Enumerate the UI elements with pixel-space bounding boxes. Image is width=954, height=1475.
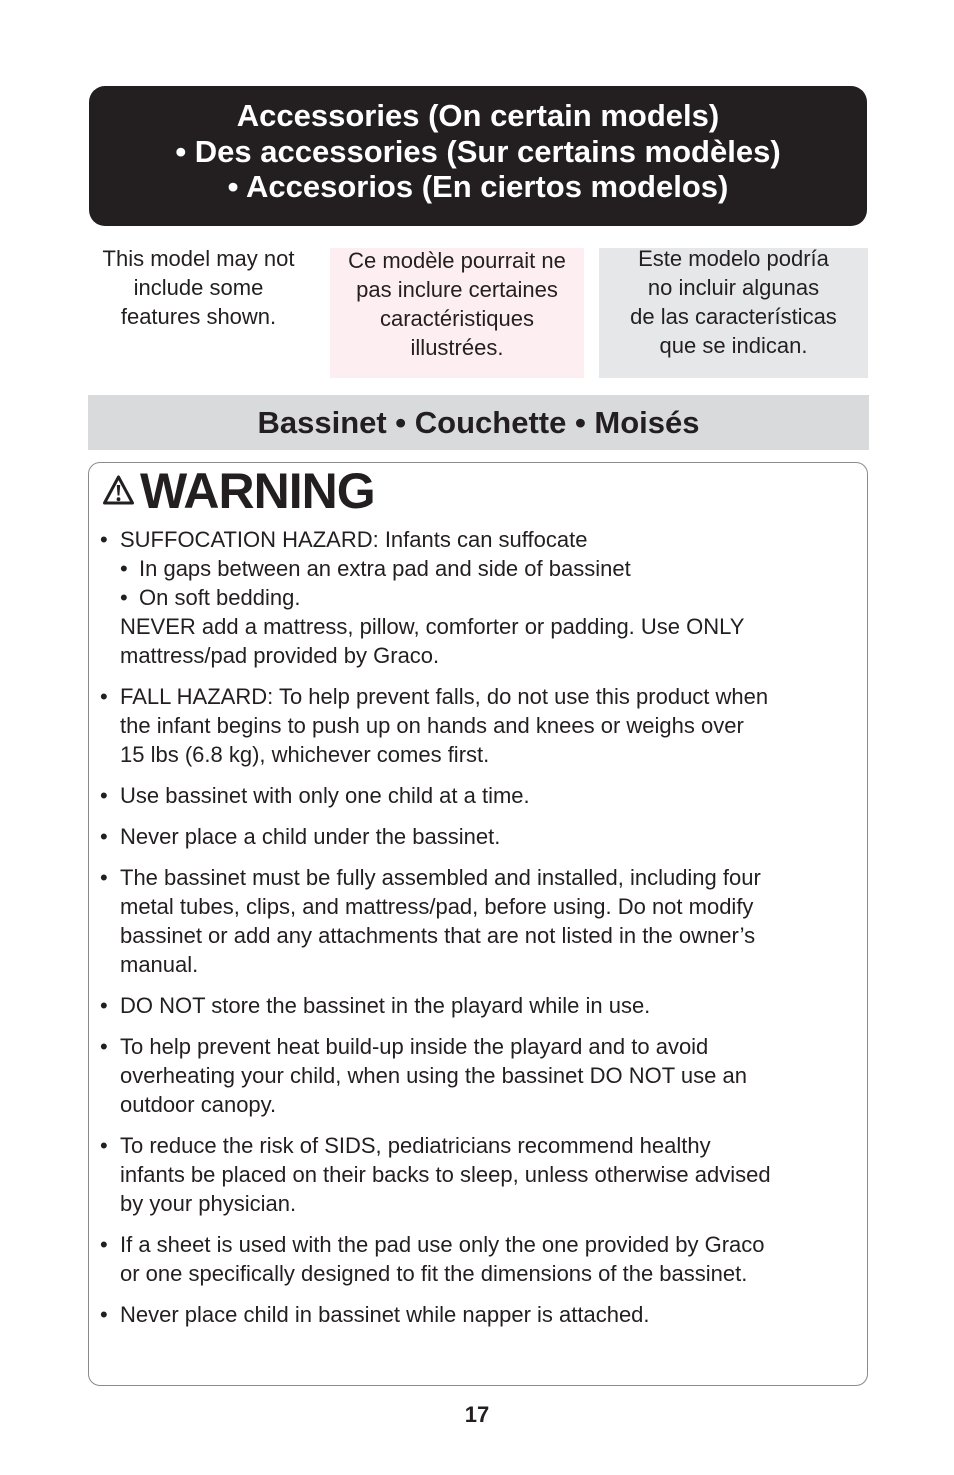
warning-text-line: by your physician.: [120, 1191, 297, 1216]
warning-subitem: [120, 583, 867, 612]
note-line: include some: [133, 275, 264, 300]
page-number: 17: [464, 1402, 490, 1427]
warning-text-line: The bassinet must be fully assembled and installed, including four: [120, 865, 761, 890]
warning-subitem: [120, 554, 867, 583]
warning-text-line: metal tubes, clips, and mattress/pad, before using. Do not modify: [120, 894, 754, 919]
bullet: •: [100, 865, 108, 890]
bullet: •: [100, 1034, 108, 1059]
bullet: •: [100, 684, 108, 709]
note-line: no incluir algunas: [647, 275, 820, 300]
warning-triangle-icon: [103, 475, 134, 505]
warning-item-suffocation: [89, 525, 867, 670]
warning-text-line: overheating your child, when using the bassinet DO NOT use an: [120, 1063, 747, 1088]
warning-item-sheet: [89, 1230, 867, 1288]
note-line: caractéristiques: [379, 306, 535, 331]
bullet: •: [100, 527, 108, 552]
warning-text-line: NEVER add a mattress, pillow, comforter or padding. Use ONLY: [120, 614, 745, 639]
header-line-fr: • Des accessories (Sur certains modèles): [175, 133, 781, 169]
note-english: [89, 248, 308, 378]
warning-item-storage: [89, 991, 867, 1020]
warning-item-under: [89, 822, 867, 851]
bullet: •: [100, 993, 108, 1018]
note-spanish: [599, 248, 868, 378]
warning-text-line: Use bassinet with only one child at a time.: [120, 783, 530, 808]
note-line: features shown.: [120, 304, 277, 329]
warning-text-line: outdoor canopy.: [120, 1092, 277, 1117]
warning-item-napper: [89, 1300, 867, 1329]
warning-text-line: the infant begins to push up on hands and knees or weighs over: [120, 713, 744, 738]
note-line: de las características: [630, 304, 837, 329]
warning-text-line: manual.: [120, 952, 199, 977]
bullet: •: [120, 585, 128, 610]
note-line: Este modelo podría: [638, 246, 829, 271]
warning-text-line: DO NOT store the bassinet in the playard while in use.: [120, 993, 651, 1018]
warning-box: [88, 462, 868, 1386]
header-line-es: • Accesorios (En ciertos modelos): [227, 169, 729, 204]
warning-item-fall: [89, 682, 867, 769]
bullet: •: [100, 783, 108, 808]
warning-item-heat: [89, 1032, 867, 1119]
accessories-header: [89, 86, 867, 226]
warning-text-line: bassinet or add any attachments that are not listed in the owner’s: [120, 923, 756, 948]
warning-item-sids: [89, 1131, 867, 1218]
bullet: •: [100, 1133, 108, 1158]
header-line-en: Accessories (On certain models): [236, 98, 720, 133]
warning-title: WARNING: [140, 463, 375, 519]
section-title-bassinet: Bassinet • Couchette • Moisés: [88, 395, 869, 450]
warning-text-line: infants be placed on their backs to sleep, unless otherwise advised: [120, 1162, 771, 1187]
warning-text-line: To help prevent heat build-up inside the playard and to avoid: [120, 1034, 709, 1059]
warning-text-line: SUFFOCATION HAZARD: Infants can suffocate: [120, 527, 588, 552]
note-french: [330, 248, 584, 378]
warning-item-one-child: [89, 781, 867, 810]
bullet: •: [100, 1232, 108, 1257]
warning-text-line: or one specifically designed to fit the dimensions of the bassinet.: [120, 1261, 748, 1286]
bullet: •: [100, 824, 108, 849]
warning-text-line: To reduce the risk of SIDS, pediatricians recommend healthy: [120, 1133, 711, 1158]
warning-item-assembly: [89, 863, 867, 979]
warning-subitem-text: On soft bedding.: [139, 585, 301, 610]
warning-text-line: Never place child in bassinet while napper is attached.: [120, 1302, 650, 1327]
warning-text-line: 15 lbs (6.8 kg), whichever comes first.: [120, 742, 490, 767]
bullet: •: [120, 556, 128, 581]
warning-text-line: FALL HAZARD: To help prevent falls, do not use this product when: [120, 684, 769, 709]
note-line: illustrées.: [410, 335, 504, 360]
bullet: •: [100, 1302, 108, 1327]
warning-text-line: mattress/pad provided by Graco.: [120, 643, 440, 668]
warning-subitem-text: In gaps between an extra pad and side of bassinet: [139, 556, 631, 581]
note-line: This model may not: [102, 246, 295, 271]
note-line: pas inclure certaines: [356, 277, 558, 302]
note-line: que se indican.: [659, 333, 808, 358]
warning-text-line: Never place a child under the bassinet.: [120, 824, 501, 849]
note-line: Ce modèle pourrait ne: [348, 248, 566, 273]
warning-list: [89, 525, 867, 1341]
warning-text-line: If a sheet is used with the pad use only the one provided by Graco: [120, 1232, 765, 1257]
